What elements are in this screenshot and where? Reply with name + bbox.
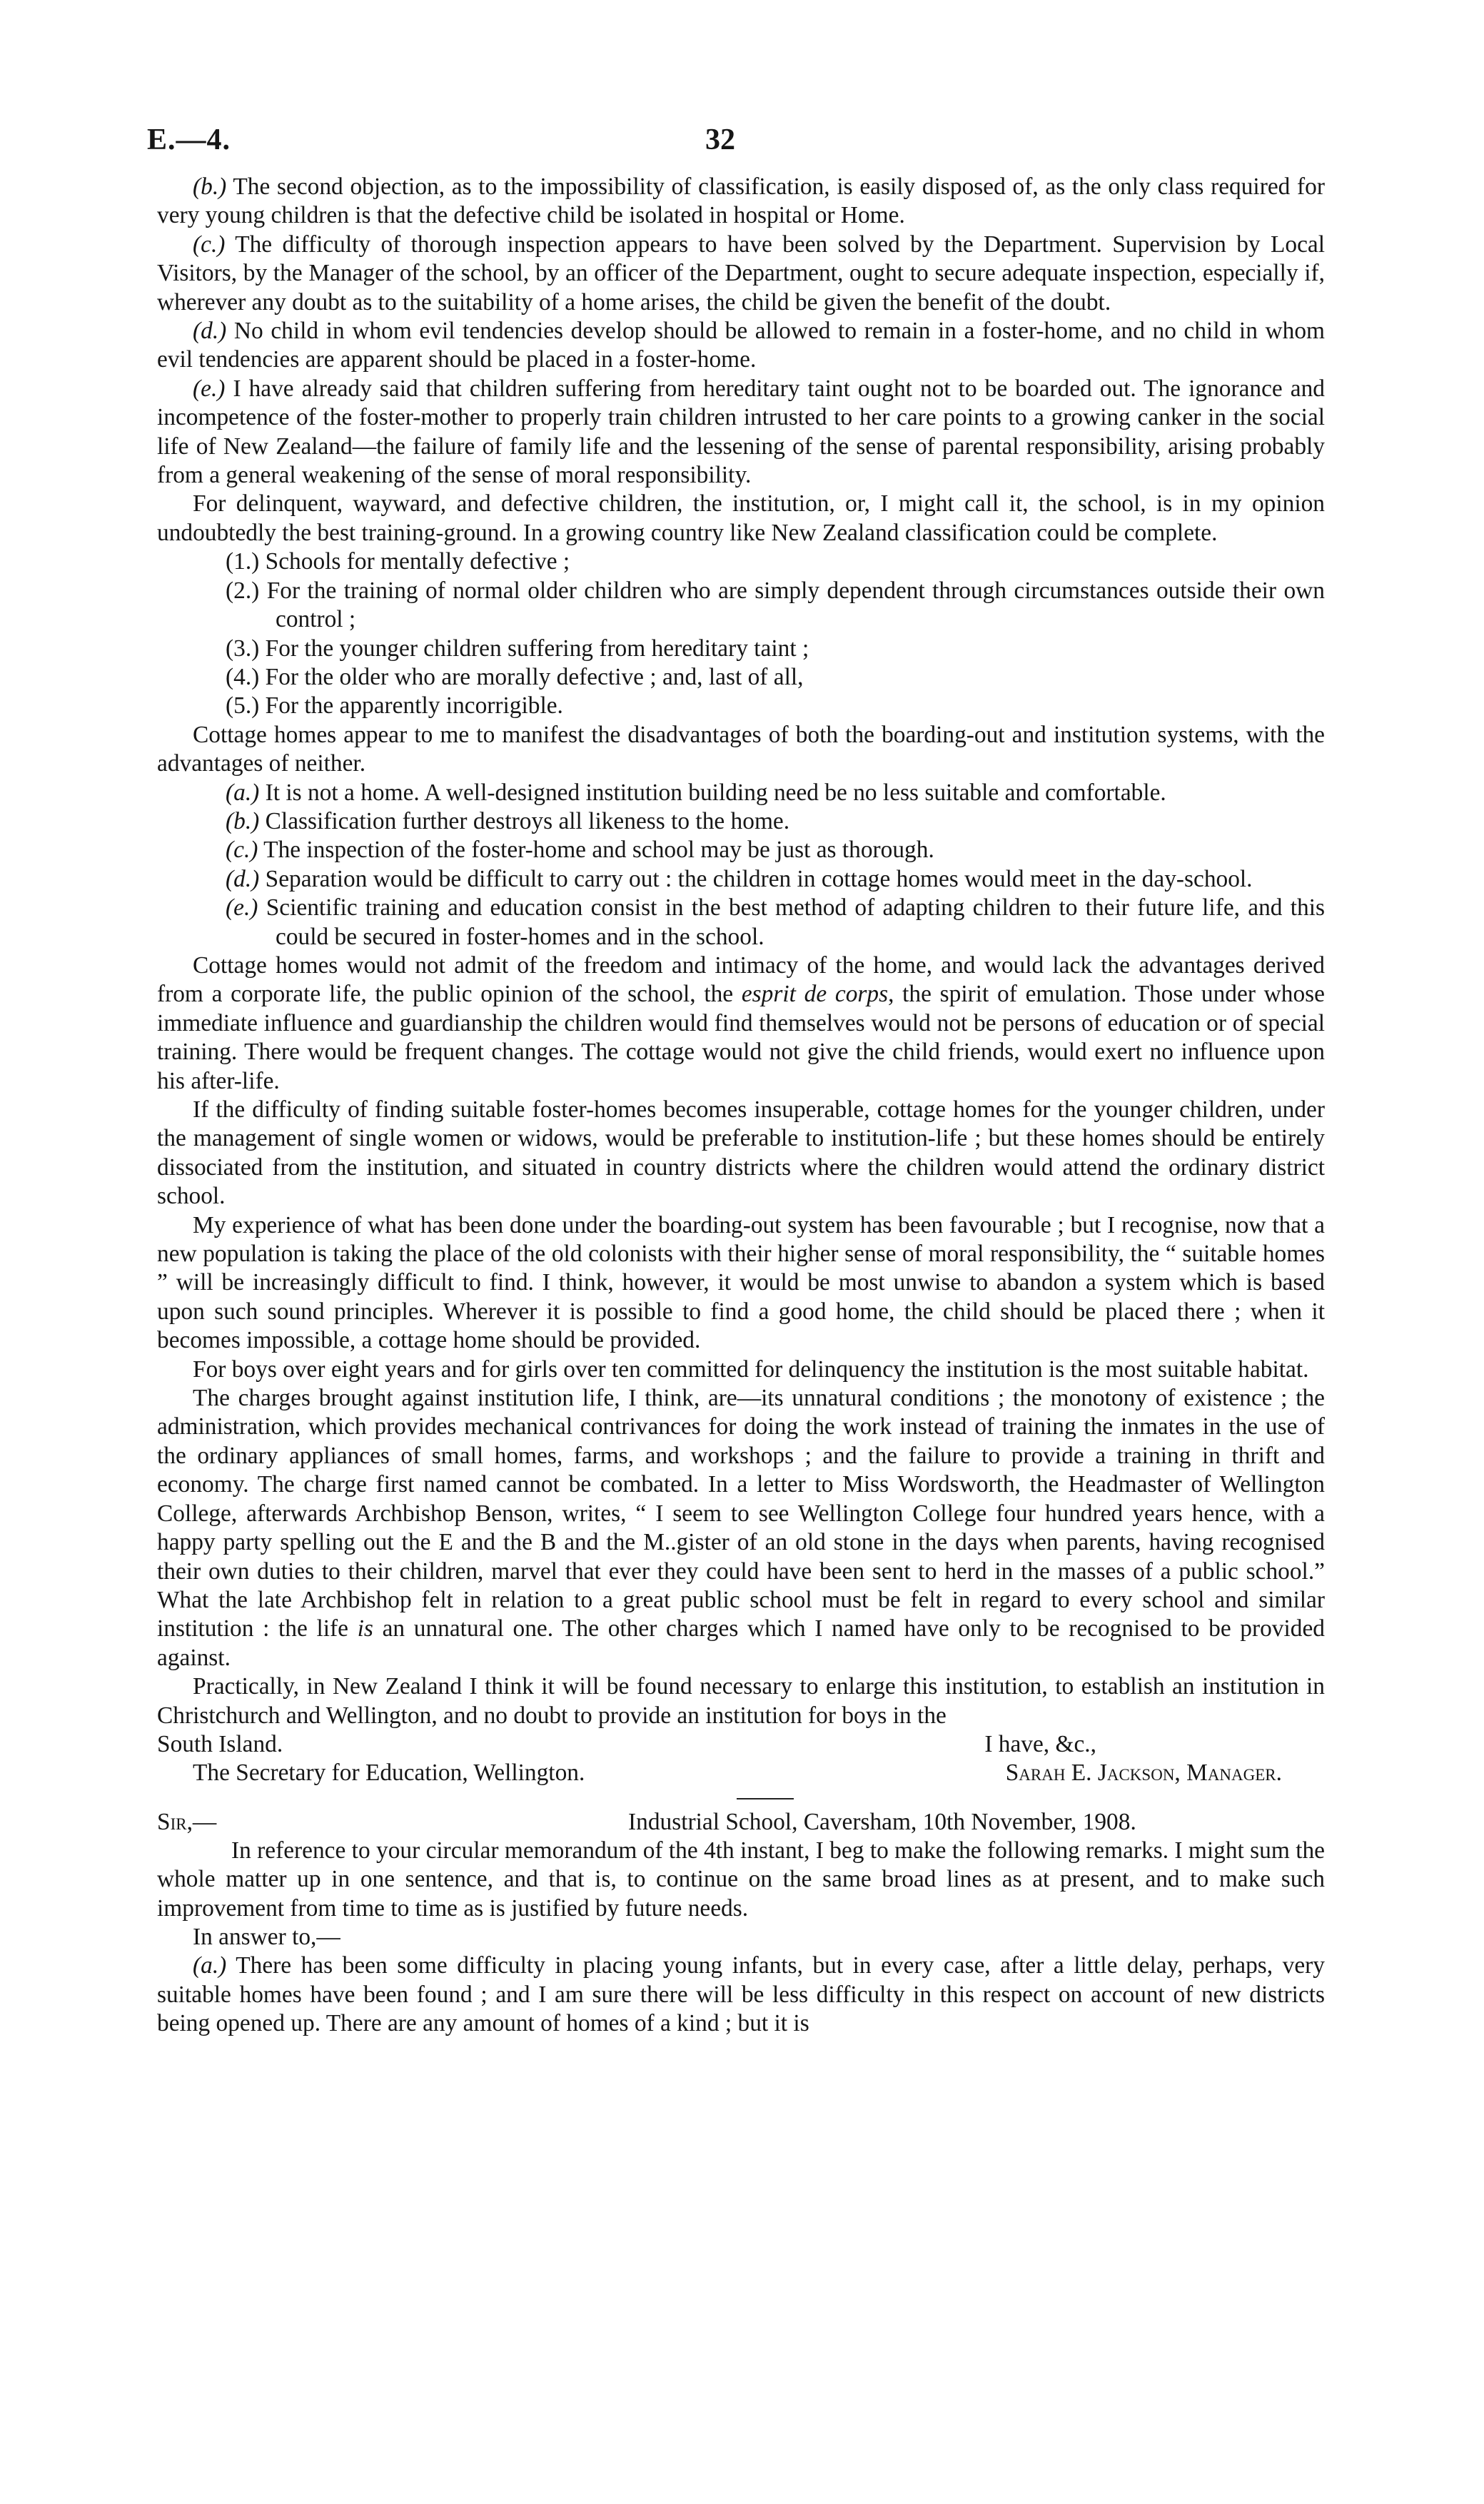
list-item — [226, 577, 1325, 635]
paragraph-label: (d.) — [193, 318, 227, 345]
addressee: The Secretary for Education, Wellington. — [193, 1760, 585, 1787]
paragraph-delinquent — [157, 490, 1325, 547]
list-item — [226, 779, 1325, 807]
list-item-label: (e.) — [226, 894, 258, 922]
valediction: I have, &c., — [984, 1730, 1096, 1757]
list-item-label: (c.) — [226, 837, 258, 864]
closing-last-line: South Island. — [157, 1730, 283, 1757]
answer-label: (a.) — [193, 1952, 227, 1979]
list-item-text: For the apparently incorrigible. — [265, 692, 563, 720]
list-item-text: Scientific training and education consist in the best method of adapting children to their future life, and this could be secured in foster-homes and in the school. — [266, 894, 1325, 950]
list-item-text: Schools for mentally defective ; — [265, 548, 570, 575]
page-number: 32 — [705, 123, 735, 156]
paragraph-text: The second objection, as to the impossibility of classification, is easily disposed of, as the only class required for very young children is that the defective child be isolated in hospital or Home. — [157, 173, 1325, 229]
paragraph-c — [157, 231, 1325, 317]
list-item-label: (3.) — [226, 635, 260, 662]
paragraph-label: (e.) — [193, 375, 226, 402]
paragraph-label: (b.) — [193, 173, 227, 200]
text-run: , the spirit of emulation. Those under whose immediate influence and guardianship the children would find themselves would not be persons of education or of special training. There would be frequent changes. The cottage would not give the child friends, would exert no influence upon his after-life. — [157, 981, 1325, 1094]
answer-a — [157, 1952, 1325, 2038]
list-item-label: (b.) — [226, 807, 260, 834]
page-header — [147, 120, 1325, 166]
paragraph-experience: My experience of what has been done under the boarding-out system has been favourable ; but I recognise, now that a new population is taking the place of the old colonists with their higher sense of moral responsibility, the “ suitable homes ” will be increasingly difficult to find. I think, however, it would be most unwise to abandon a system which is based upon such sound principles. Wherever it is possible to find a good home, the child should be placed there ; when it becomes impossible, a cottage home should be provided. — [157, 1211, 1325, 1354]
paragraph-foster-homes: If the difficulty of finding suitable foster-homes becomes insuperable, cottage homes for the younger children, under the management of single women or widows, would be preferable to institution-life ; but these homes should be entirely dissociated from the institution, and situated in country districts where the children would attend the ordinary district school. — [157, 1096, 1325, 1210]
text-run: Cottage homes would not admit of the freedom and intimacy of the home, and would lack the advantages derived from a corporate life, the public opinion of the school, the — [157, 951, 1325, 1008]
salutation: Sir,— — [157, 1808, 217, 1835]
paragraph-closing: Practically, in New Zealand I think it will be found necessary to enlarge this institution, to establish an institution in Christchurch and Wellington, and no doubt to provide an institution for boys in the — [157, 1673, 1325, 1729]
paragraph-b — [157, 173, 1325, 231]
closing-row — [157, 1730, 1325, 1759]
paragraph-text: For delinquent, wayward, and defective children, the institution, or, I might call it, the school, is in my opinion undoubtedly the best training-ground. In a growing country like New Zealand classification could be complete. — [157, 490, 1325, 546]
list-item-label: (5.) — [226, 692, 260, 720]
italic-phrase: is — [357, 1615, 373, 1642]
list-item — [226, 865, 1325, 894]
signature-row — [157, 1759, 1325, 1787]
list-item-text: It is not a home. A well-designed institution building need be no less suitable and comfortable. — [265, 779, 1166, 806]
paragraph-text: The difficulty of thorough inspection appears to have been solved by the Department. Supervision by Local Visitors, by the Manager of the school, by an officer of the Department, ought to secure adequate inspection, especially if, wherever any doubt as to the suitability of a home arises, the child be given the benefit of the doubt. — [157, 231, 1325, 315]
list-item — [226, 894, 1325, 951]
list-item-text: For the younger children suffering from hereditary taint ; — [265, 635, 809, 662]
list-item-label: (a.) — [226, 779, 260, 806]
document-code: E.—4. — [147, 123, 231, 156]
paragraph-d — [157, 317, 1325, 375]
list-item — [226, 807, 1325, 836]
list-item — [226, 692, 1325, 720]
list-item-text: For the older who are morally defective ; and, last of all, — [265, 663, 804, 690]
letter-paragraph: In reference to your circular memorandum of the 4th instant, I beg to make the following remarks. I might sum the whole matter up in one sentence, and that is, to continue on the same broad lines as at present, and to make such improvement from time to time as is justified by future needs. — [157, 1837, 1325, 1922]
signature: Sarah E. Jackson, Manager. — [1005, 1760, 1282, 1787]
list-item-text: The inspection of the foster-home and school may be just as thorough. — [263, 837, 934, 864]
letter-address: Industrial School, Caversham, 10th November, 1908. — [628, 1808, 1136, 1835]
answer-intro: In answer to,— — [193, 1923, 340, 1950]
cottage-body — [157, 951, 1325, 1096]
paragraph-text: I have already said that children suffering from hereditary taint ought not to be boarded out. The ignorance and incompetence of the foster-mother to properly train children intrusted to her care points to a growing canker in the social life of New Zealand—the failure of family life and the lessening of the sense of parental responsibility, arising probably from a general weakening of the sense of moral responsibility. — [157, 375, 1325, 489]
list-item — [226, 635, 1325, 663]
list-item-label: (4.) — [226, 663, 260, 690]
document-page — [147, 120, 1325, 2039]
list-item — [226, 663, 1325, 692]
paragraph-text: No child in whom evil tendencies develop should be allowed to remain in a foster-home, and no child in whom evil tendencies are apparent should be placed in a foster-home. — [157, 318, 1325, 373]
paragraph-charges — [157, 1384, 1325, 1672]
list-item-text: For the training of normal older children who are simply dependent through circumstances outside their own control ; — [266, 577, 1325, 633]
paragraph-e — [157, 375, 1325, 490]
list-item-label: (1.) — [226, 548, 260, 575]
cottage-intro: Cottage homes appear to me to manifest the disadvantages of both the boarding-out and institution systems, with the advantages of neither. — [157, 721, 1325, 777]
answer-text: There has been some difficulty in placing young infants, but in every case, after a little delay, perhaps, very suitable homes have been found ; and I am sure there will be less difficulty in this respect on account of new districts being opened up. There are any amount of homes of a kind ; but it is — [157, 1952, 1325, 2037]
schools-list — [157, 547, 1325, 720]
text-run: an unnatural one. The other charges which I named have only to be recognised to be provided against. — [157, 1615, 1325, 1671]
paragraph-boys-girls: For boys over eight years and for girls over ten committed for delinquency the institution is the most suitable habitat. — [193, 1356, 1309, 1383]
list-item — [226, 836, 1325, 864]
letter-heading — [157, 1808, 1325, 1837]
paragraph-label: (c.) — [193, 231, 226, 258]
text-run: The charges brought against institution life, I think, are—its unnatural conditions ; the monotony of existence ; the administration, which provides mechanical contrivances for doing the work instead of training the inmates in the use of the ordinary appliances of small homes, farms, and workshops ; and the failure to provide a training in thrift and economy. The charge first named cannot be combated. In a letter to Miss Wordsworth, the Headmaster of Wellington College, afterwards Archbishop Benson, writes, “ I seem to see Wellington College four hundred years hence, with a happy party spelling out the E and the B and the M..gister of an old stone in the days when parents, having recognised their own duties to their children, marvel that ever they could have been sent to herd in the masses of a public school.” What the late Archbishop felt in relation to a great public school must be felt in regard to every school and similar institution : the life — [157, 1385, 1325, 1642]
section-divider — [737, 1798, 794, 1799]
list-item-label: (2.) — [226, 577, 260, 604]
list-item — [226, 547, 1325, 576]
list-item-label: (d.) — [226, 865, 260, 892]
italic-phrase: esprit de corps — [741, 981, 889, 1008]
cottage-list — [157, 779, 1325, 951]
list-item-text: Classification further destroys all likeness to the home. — [265, 807, 790, 834]
list-item-text: Separation would be difficult to carry out : the children in cottage homes would meet in the day-school. — [265, 865, 1253, 892]
